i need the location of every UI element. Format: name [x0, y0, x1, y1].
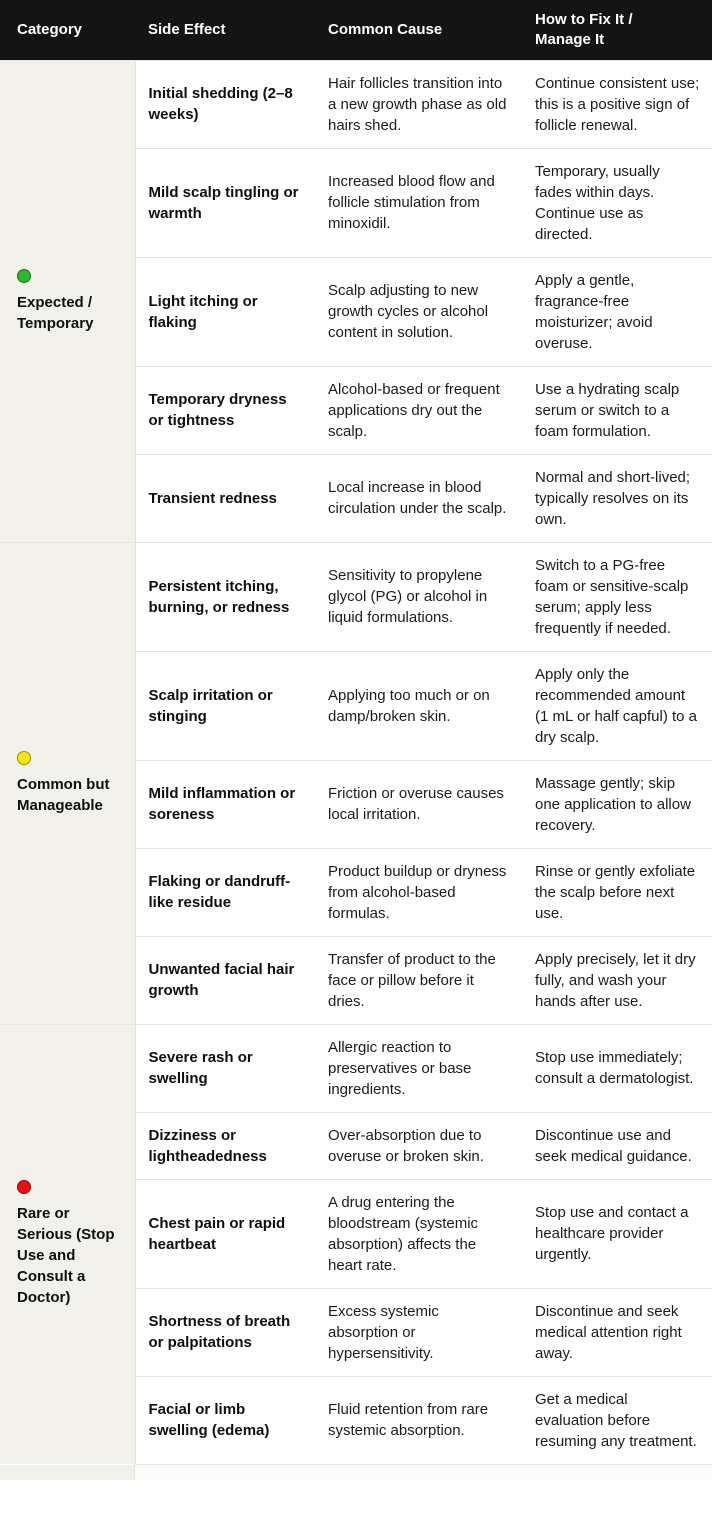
category-label: Rare or Serious (Stop Use and Consult a Doctor) — [17, 1205, 115, 1307]
side-effect-cell: Shortness of breath or palpitations — [135, 1288, 315, 1376]
fix-cell: Apply only the recommended amount (1 mL or half capful) to a dry scalp. — [522, 651, 712, 760]
common-cause-cell: Alcohol-based or frequent applications dry out the scalp. — [315, 366, 522, 454]
header-row — [0, 0, 712, 60]
col-header-side-effect: Side Effect — [135, 0, 315, 60]
common-cause-cell: Transfer of product to the face or pillow before it dries. — [315, 936, 522, 1024]
common-cause-cell: Fluid retention from rare systemic absorption. — [315, 1376, 522, 1464]
green-status-dot-icon — [17, 269, 31, 283]
category-cell-expected-temporary — [0, 60, 135, 542]
fix-cell: Rinse or gently exfoliate the scalp before next use. — [522, 848, 712, 936]
category-cell-common-manageable — [0, 542, 135, 1024]
common-cause-cell: Friction or overuse causes local irritation. — [315, 760, 522, 848]
side-effect-cell: Flaking or dandruff-like residue — [135, 848, 315, 936]
yellow-status-dot-icon — [17, 751, 31, 765]
fix-cell: Stop use immediately; consult a dermatologist. — [522, 1024, 712, 1112]
common-cause-cell: Product buildup or dryness from alcohol-based formulas. — [315, 848, 522, 936]
table-row — [0, 60, 712, 148]
side-effect-cell: Light itching or flaking — [135, 257, 315, 366]
category-label: Common but Manageable — [17, 775, 110, 814]
side-effect-cell: Scalp irritation or stinging — [135, 651, 315, 760]
col-header-common-cause: Common Cause — [315, 0, 522, 60]
common-cause-cell: Local increase in blood circulation under the scalp. — [315, 454, 522, 542]
col-header-how-to-fix: How to Fix It / Manage It — [522, 0, 712, 60]
bottom-strip-body-continuation — [135, 1465, 712, 1480]
fix-cell: Apply a gentle, fragrance-free moisturizer; avoid overuse. — [522, 257, 712, 366]
common-cause-cell: Hair follicles transition into a new growth phase as old hairs shed. — [315, 60, 522, 148]
fix-cell: Apply precisely, let it dry fully, and wash your hands after use. — [522, 936, 712, 1024]
fix-cell: Discontinue and seek medical attention right away. — [522, 1288, 712, 1376]
table-bottom-strip — [0, 1465, 712, 1480]
side-effect-cell: Temporary dryness or tightness — [135, 366, 315, 454]
common-cause-cell: Scalp adjusting to new growth cycles or alcohol content in solution. — [315, 257, 522, 366]
side-effect-cell: Mild inflammation or soreness — [135, 760, 315, 848]
side-effect-cell: Mild scalp tingling or warmth — [135, 148, 315, 257]
side-effect-cell: Unwanted facial hair growth — [135, 936, 315, 1024]
category-label: Expected / Temporary — [17, 293, 94, 332]
side-effect-cell: Transient redness — [135, 454, 315, 542]
common-cause-cell: Sensitivity to propylene glycol (PG) or alcohol in liquid formulations. — [315, 542, 522, 651]
side-effect-cell: Persistent itching, burning, or redness — [135, 542, 315, 651]
fix-cell: Temporary, usually fades within days. Continue use as directed. — [522, 148, 712, 257]
table-header — [0, 0, 712, 60]
fix-cell: Use a hydrating scalp serum or switch to a foam formulation. — [522, 366, 712, 454]
fix-cell: Massage gently; skip one application to allow recovery. — [522, 760, 712, 848]
fix-cell: Stop use and contact a healthcare provider urgently. — [522, 1179, 712, 1288]
category-cell-rare-serious — [0, 1024, 135, 1464]
fix-cell: Discontinue use and seek medical guidance. — [522, 1112, 712, 1179]
fix-cell: Continue consistent use; this is a positive sign of follicle renewal. — [522, 60, 712, 148]
side-effect-cell: Dizziness or lightheadedness — [135, 1112, 315, 1179]
side-effect-cell: Chest pain or rapid heartbeat — [135, 1179, 315, 1288]
table-row — [0, 1024, 712, 1112]
common-cause-cell: A drug entering the bloodstream (systemic absorption) affects the heart rate. — [315, 1179, 522, 1288]
fix-cell: Normal and short-lived; typically resolves on its own. — [522, 454, 712, 542]
common-cause-cell: Allergic reaction to preservatives or base ingredients. — [315, 1024, 522, 1112]
table-row — [0, 542, 712, 651]
common-cause-cell: Excess systemic absorption or hypersensitivity. — [315, 1288, 522, 1376]
side-effect-cell: Severe rash or swelling — [135, 1024, 315, 1112]
side-effect-cell: Facial or limb swelling (edema) — [135, 1376, 315, 1464]
fix-cell: Get a medical evaluation before resuming any treatment. — [522, 1376, 712, 1464]
side-effect-cell: Initial shedding (2–8 weeks) — [135, 60, 315, 148]
common-cause-cell: Increased blood flow and follicle stimulation from minoxidil. — [315, 148, 522, 257]
red-status-dot-icon — [17, 1180, 31, 1194]
fix-cell: Switch to a PG-free foam or sensitive-scalp serum; apply less frequently if needed. — [522, 542, 712, 651]
col-header-category: Category — [0, 0, 135, 60]
common-cause-cell: Over-absorption due to overuse or broken skin. — [315, 1112, 522, 1179]
common-cause-cell: Applying too much or on damp/broken skin. — [315, 651, 522, 760]
bottom-strip-category-continuation — [0, 1465, 135, 1480]
